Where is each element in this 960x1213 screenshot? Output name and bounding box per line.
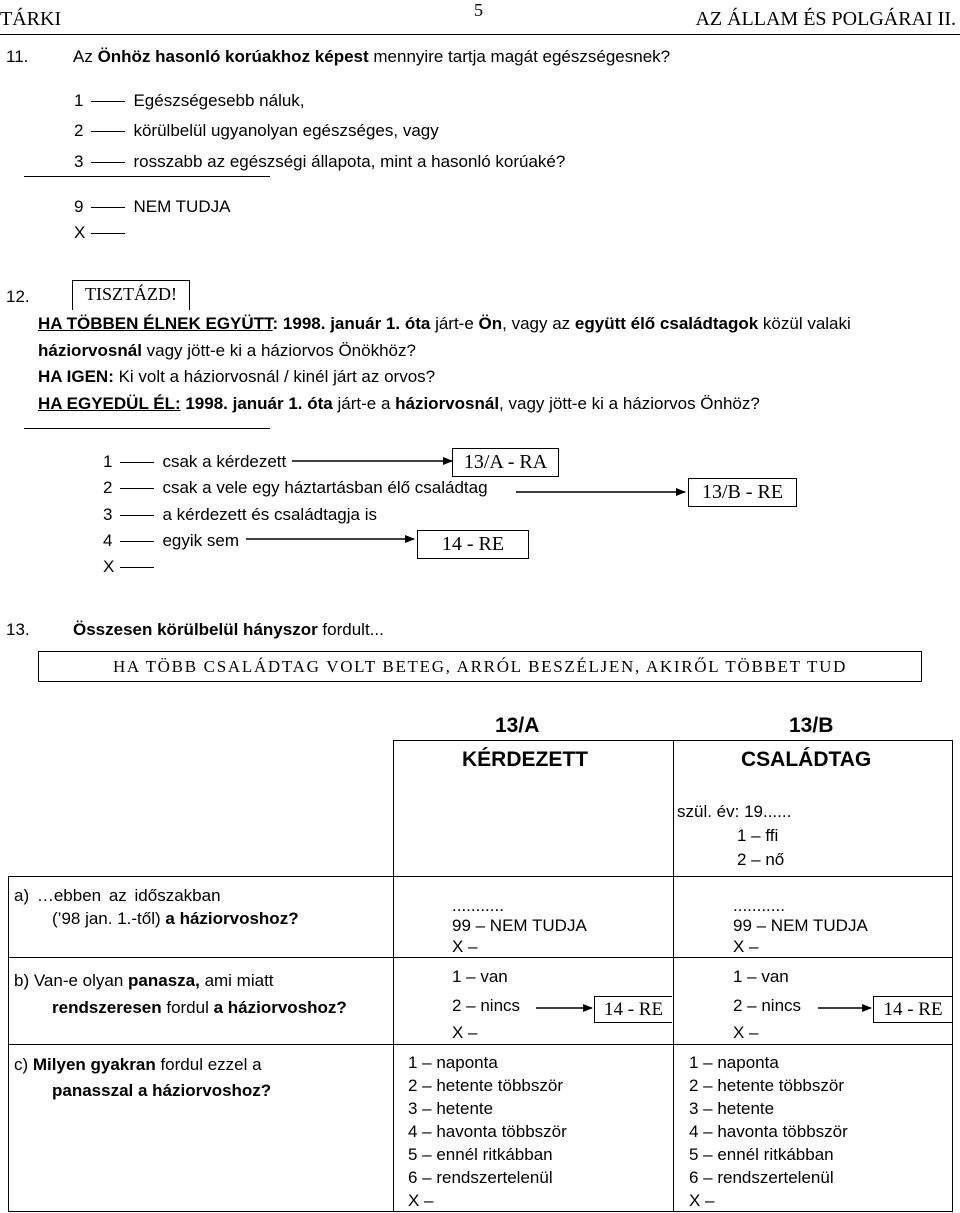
q12-option-x[interactable]: X xyxy=(103,557,162,577)
freq-option-2-b[interactable]: 2 – hetente többször xyxy=(689,1076,845,1095)
row-b-x-a[interactable]: X – xyxy=(452,1023,478,1042)
q12-line-3: HA IGEN: Ki volt a háziorvosnál / kinél járt az orvos? xyxy=(38,367,436,386)
row-a-dk-a[interactable]: 99 – NEM TUDJA xyxy=(452,916,587,935)
freq-option-5-a[interactable]: 5 – ennél ritkábban xyxy=(408,1145,553,1164)
goto-13a-box: 13/A - RA xyxy=(452,448,559,477)
sex-female-option[interactable]: 2 – nő xyxy=(737,850,785,869)
table-col-divider-1 xyxy=(393,740,394,1212)
q11-question: Az Önhöz hasonló korúakhoz képest mennyire tartja magát egészségesnek? xyxy=(73,47,671,66)
q11-number: 11. xyxy=(6,47,29,66)
col-a-title: KÉRDEZETT xyxy=(462,748,588,771)
col-b-title: CSALÁDTAG xyxy=(741,748,872,771)
row-a-count-b[interactable]: ........... xyxy=(733,896,785,915)
row-c-frequency-list-b xyxy=(689,1051,848,1212)
goto-13b-box: 13/B - RE xyxy=(688,478,797,507)
row-b-yes-b[interactable]: 1 – van xyxy=(733,967,789,986)
col-b-code: 13/B xyxy=(789,714,834,737)
q12-option-3[interactable]: 3 a kérdezett és családtagja is xyxy=(103,505,377,524)
row-b-x-b[interactable]: X – xyxy=(733,1023,759,1042)
freq-option-6-b[interactable]: 6 – rendszertelenül xyxy=(689,1168,834,1187)
instruction-banner: HA TÖBB CSALÁDTAG VOLT BETEG, ARRÓL BESZÉLJEN, AKIRŐL TÖBBET TUD xyxy=(38,651,922,682)
row-b-yes-a[interactable]: 1 – van xyxy=(452,967,508,986)
q12-option-4[interactable]: 4 egyik sem xyxy=(103,531,239,550)
freq-option-3-b[interactable]: 3 – hetente xyxy=(689,1099,775,1118)
table-left-border xyxy=(8,876,9,1212)
freq-option-1-b[interactable]: 1 – naponta xyxy=(689,1053,779,1072)
freq-option-x-a[interactable]: X – xyxy=(408,1191,434,1210)
freq-option-6-a[interactable]: 6 – rendszertelenül xyxy=(408,1168,553,1187)
q12-line-2: háziorvosnál vagy jött-e ki a háziorvos Önökhöz? xyxy=(38,341,416,360)
row-b-no-a[interactable]: 2 – nincs xyxy=(452,996,521,1015)
sex-male-option[interactable]: 1 – ffi xyxy=(737,826,779,845)
q13-number: 13. xyxy=(6,620,30,639)
table-row-rule-a xyxy=(8,876,952,877)
table-row-rule-b xyxy=(8,957,952,958)
row-c-frequency-list-a xyxy=(408,1051,567,1212)
table-col-divider-2 xyxy=(673,740,674,1212)
freq-option-x-b[interactable]: X – xyxy=(689,1191,715,1210)
row-a-x-a[interactable]: X – xyxy=(452,937,478,956)
goto-14-box: 14 - RE xyxy=(417,530,529,559)
q12-option-2[interactable]: 2 csak a vele egy háztartásban élő családtag xyxy=(103,478,488,497)
clarify-box: TISZTÁZD! xyxy=(72,280,190,310)
row-a-question-1: a) …ebben az időszakban xyxy=(14,886,221,905)
q11-option-3[interactable]: 3 rosszabb az egészségi állapota, mint a hasonló korúaké? xyxy=(74,152,566,171)
row-c-question-1: c) Milyen gyakran fordul ezzel a xyxy=(14,1055,262,1074)
row-b-question-1: b) Van-e olyan panasza, ami miatt xyxy=(14,971,274,990)
q12-option-1[interactable]: 1 csak a kérdezett xyxy=(103,452,287,471)
freq-option-4-b[interactable]: 4 – havonta többször xyxy=(689,1122,848,1141)
goto-14-box-col-a: 14 - RE xyxy=(594,996,672,1023)
q11-option-x[interactable]: X xyxy=(74,223,133,243)
header-left: TÁRKI xyxy=(0,8,62,30)
row-a-question-2: (’98 jan. 1.-től) a háziorvoshoz? xyxy=(52,909,299,928)
header-right: AZ ÁLLAM ÉS POLGÁRAI II. xyxy=(695,8,956,30)
q12-number: 12. xyxy=(6,287,30,306)
table-right-border xyxy=(952,740,953,1212)
q12-line-4: HA EGYEDÜL ÉL: 1998. január 1. óta járt-e a háziorvosnál, vagy jött-e ki a háziorvos Önhöz? xyxy=(38,394,760,413)
freq-option-3-a[interactable]: 3 – hetente xyxy=(408,1099,494,1118)
q11-option-1[interactable]: 1 Egészségesebb náluk, xyxy=(74,91,305,110)
q11-option-2[interactable]: 2 körülbelül ugyanolyan egészséges, vagy xyxy=(74,121,439,140)
col-a-code: 13/A xyxy=(495,714,540,737)
goto-14-box-col-b: 14 - RE xyxy=(873,996,952,1023)
q12-line-1: HA TÖBBEN ÉLNEK EGYÜTT: 1998. január 1. óta járt-e Ön, vagy az együtt élő családtagok közül valaki xyxy=(38,314,851,333)
row-a-dk-b[interactable]: 99 – NEM TUDJA xyxy=(733,916,868,935)
freq-option-4-a[interactable]: 4 – havonta többször xyxy=(408,1122,567,1141)
freq-option-5-b[interactable]: 5 – ennél ritkábban xyxy=(689,1145,834,1164)
freq-option-2-a[interactable]: 2 – hetente többször xyxy=(408,1076,564,1095)
birth-year-field[interactable]: szül. év: 19...... xyxy=(677,802,792,821)
q13-question: Összesen körülbelül hányszor fordult... xyxy=(73,620,384,639)
row-b-question-2: rendszeresen fordul a háziorvoshoz? xyxy=(52,998,347,1017)
row-a-x-b[interactable]: X – xyxy=(733,937,759,956)
row-c-question-2: panasszal a háziorvoshoz? xyxy=(52,1081,272,1100)
page-number: 5 xyxy=(474,0,483,20)
table-row-rule-c xyxy=(8,1044,952,1045)
row-a-count-a[interactable]: ........... xyxy=(452,896,504,915)
freq-option-1-a[interactable]: 1 – naponta xyxy=(408,1053,498,1072)
row-b-no-b[interactable]: 2 – nincs xyxy=(733,996,802,1015)
q11-option-dk[interactable]: 9 NEM TUDJA xyxy=(74,197,231,216)
